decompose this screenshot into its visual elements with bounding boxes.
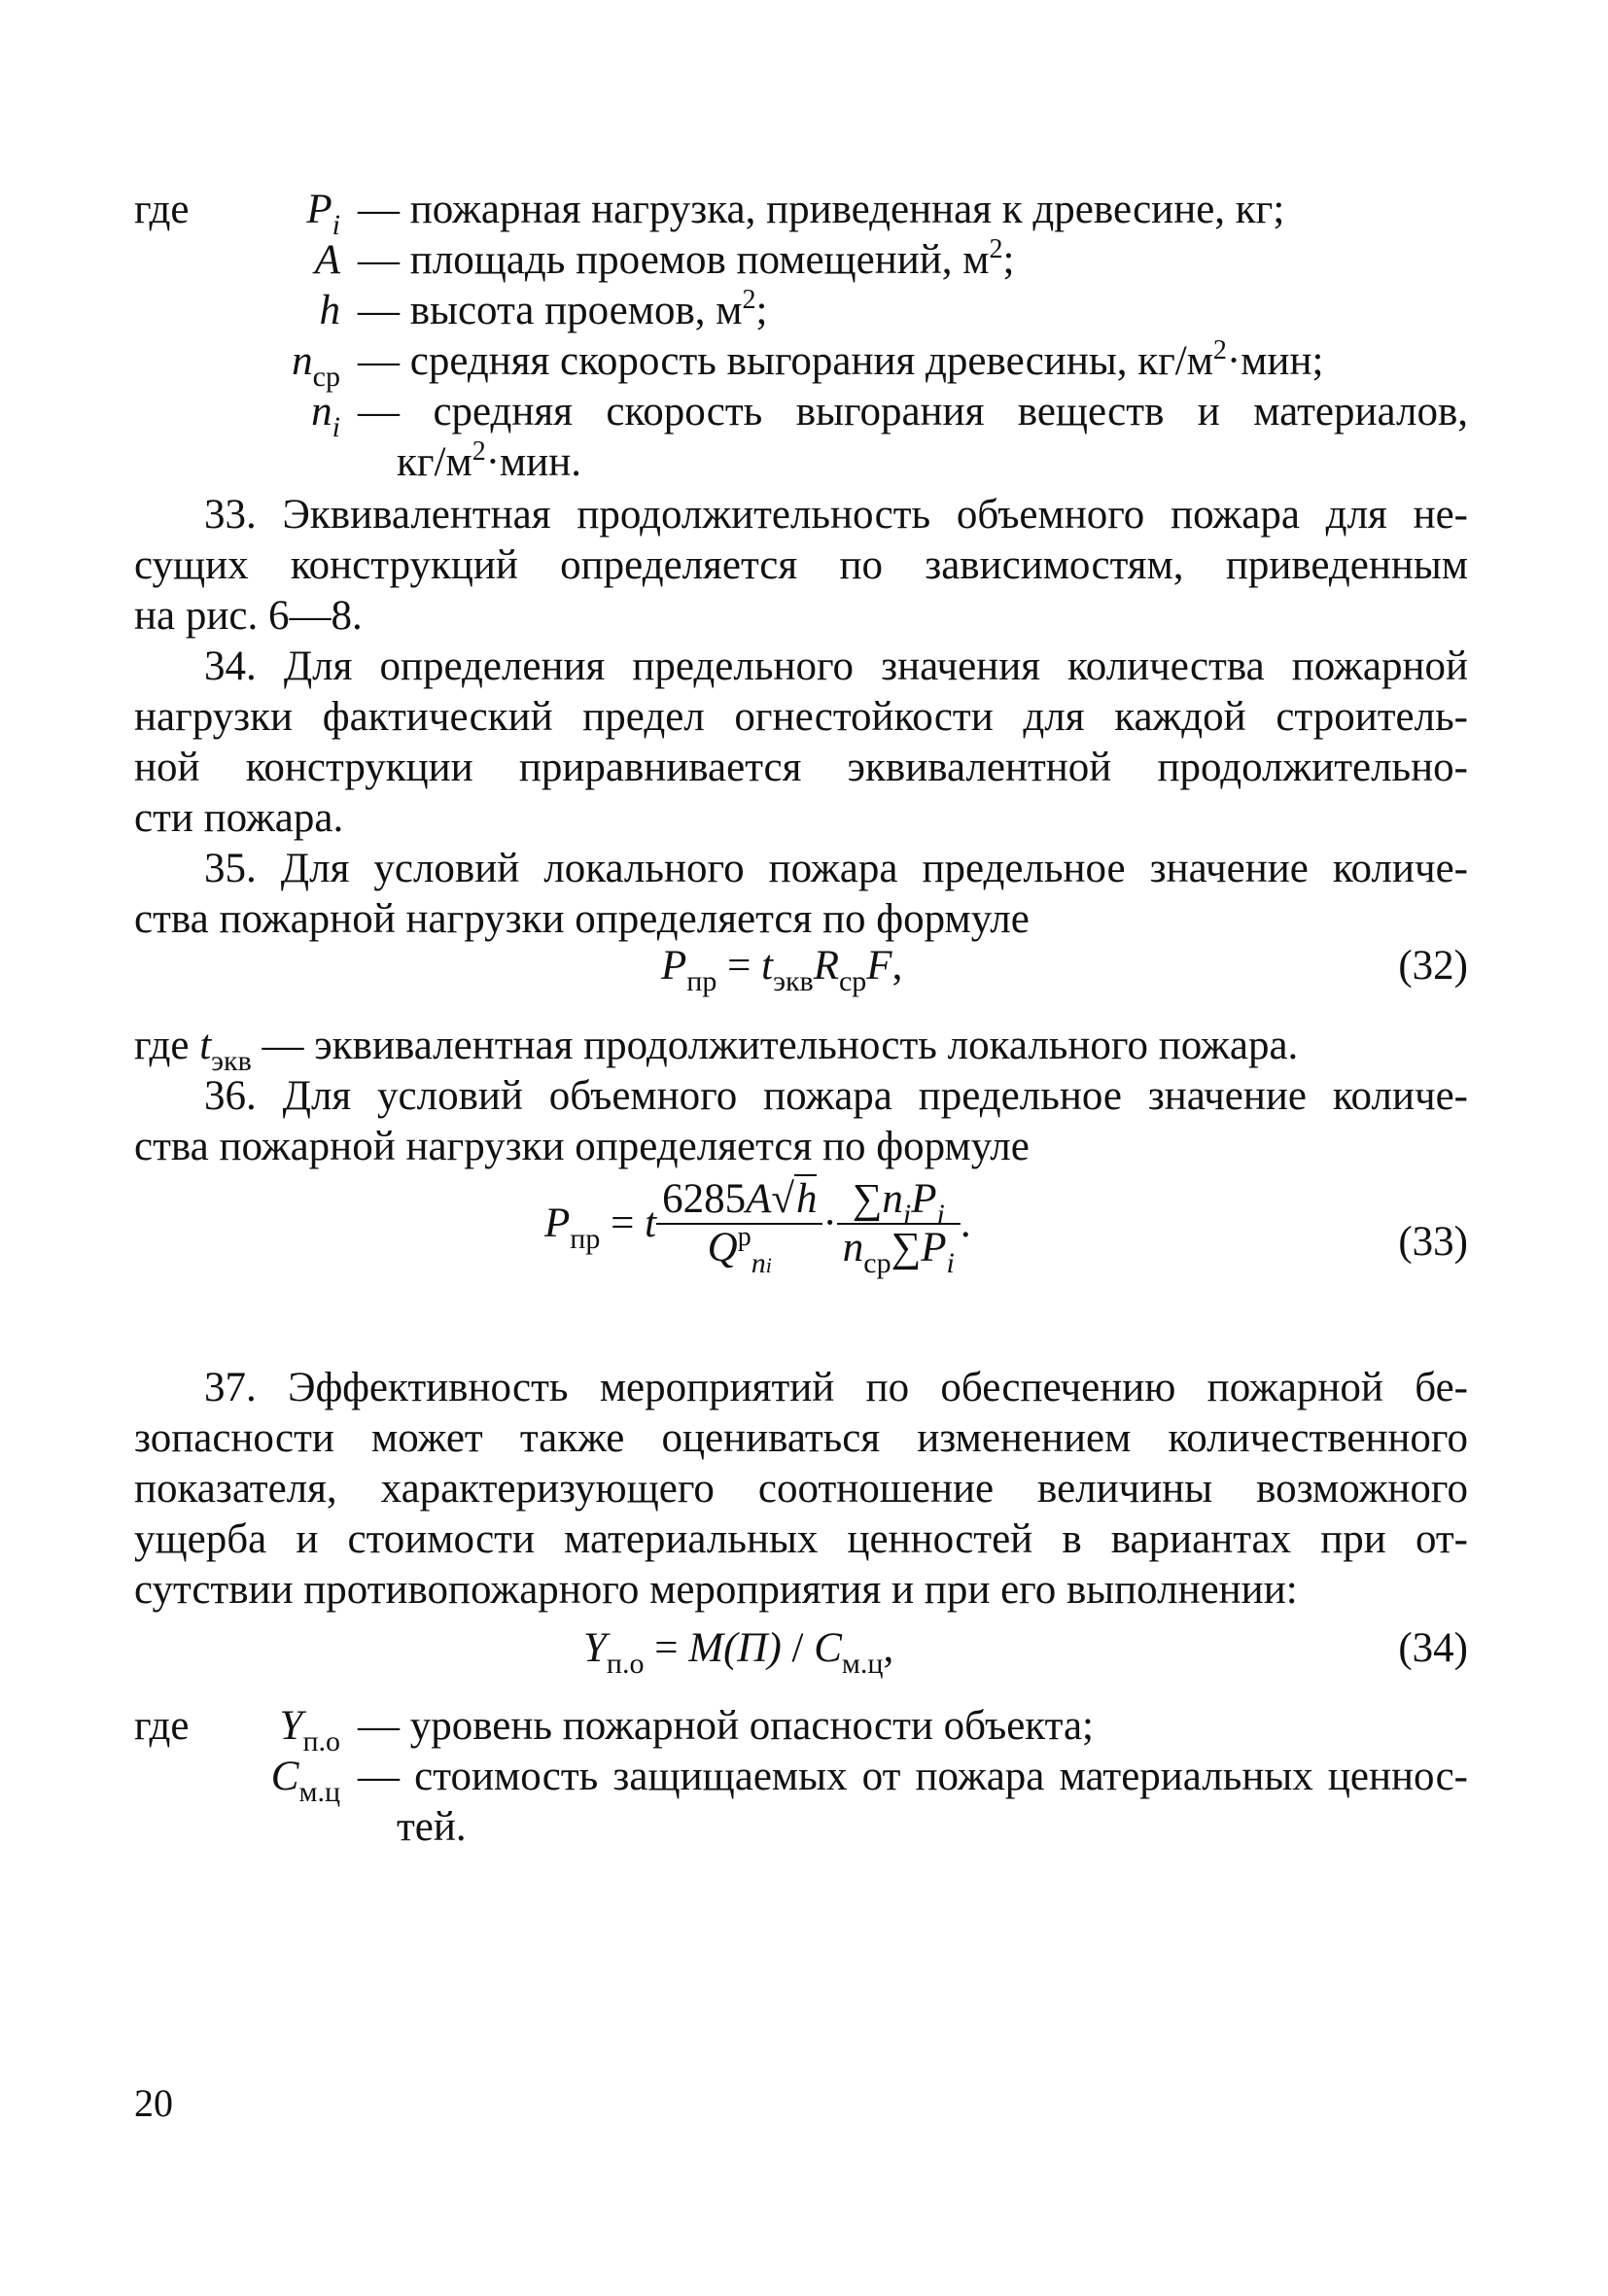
paragraph-36: 36. Для условий объемного пожара предельное значение количе- ства пожарной нагрузки определяется по формуле: [134, 1073, 1468, 1169]
fraction-2: $\frac{\sum n_iP_i}{n_{ср}\sum P_i}$: [837, 1176, 961, 1271]
where-label: где: [134, 187, 190, 232]
definition-n-sr: — средняя скорость выгорания древесины, $кг/м^2\cdot мин$;: [358, 335, 1324, 384]
paragraph-35: 35. Для условий локального пожара предельное значение количе- ства пожарной нагрузки определяется по формуле: [134, 846, 1468, 942]
definition-h: — высота проемов, $м^2$;: [358, 285, 768, 333]
page-number: 20: [134, 2081, 173, 2125]
paragraph-34: 34. Для определения предельного значения количества пожарной нагрузки фактический предел огнестойкости для каждой строитель- ной конструкции приравнивается эквивалентной продолжительно- сти пожара.: [134, 644, 1468, 841]
symbol-c-mc: $C_{м.ц}$: [270, 1754, 340, 1808]
symbol-a: A: [314, 237, 340, 283]
where-t-ekv: где $t_{экв}$ — эквивалентная продолжительность локального пожара.: [134, 1023, 1299, 1077]
equation-32-number: (32): [1398, 943, 1468, 989]
where-label-bottom: где: [134, 1703, 190, 1749]
definition-a: — площадь проемов помещений, $м^2$;: [358, 234, 1015, 283]
definition-c-mc: — стоимость защищаемых от пожара материальных ценнос-: [358, 1754, 1469, 1799]
definition-c-mc-cont: тей.: [397, 1804, 467, 1850]
equation-34-number: (34): [1398, 1625, 1468, 1671]
equation-33-number: (33): [1398, 1219, 1468, 1265]
symbol-n-i: $n_i$: [311, 389, 340, 443]
equation-34: $Y_{п.о} = M(П) / C_{м.ц}$,: [583, 1625, 894, 1680]
paragraph-37: 37. Эффективность мероприятий по обеспечению пожарной бе- зопасности может также оцениваться изменением количественного показателя, характеризующего соотношение величины возможного ущерба и стоимости материальных ценностей в вариантах при от- сутствии противопожарного мероприятия и при его выполнении:: [134, 1365, 1468, 1613]
definition-y-po: — уровень пожарной опасности объекта;: [358, 1703, 1094, 1749]
equation-32: $P_{пр} = t_{экв}R_{ср}F$,: [661, 943, 903, 997]
definition-p-i: — пожарная нагрузка, приведенная к древесине, кг;: [358, 187, 1285, 232]
definition-n-i-cont: $кг/м^2\cdot мин$.: [397, 436, 581, 485]
symbol-n-sr: $n_{ср}$: [292, 338, 340, 393]
symbol-h: h: [319, 288, 340, 333]
definition-n-i: — средняя скорость выгорания веществ и материалов,: [358, 389, 1468, 435]
paragraph-33: 33. Эквивалентная продолжительность объемного пожара для не- сущих конструкций определяется по зависимостям, приведенным на рис. 6—8.: [134, 492, 1468, 639]
symbol-p-i: $P_i$: [306, 187, 340, 241]
equation-33: $P_{пр} = t$ $\frac{6285A√h}{Q^р_{ni}}$ · $\frac{\sum n_iP_i}{n_{ср}\sum P_i}$ .: [544, 1176, 971, 1279]
fraction-1: $\frac{6285A√h}{Q^р_{ni}}$: [656, 1176, 822, 1271]
symbol-y-po: $Y_{п.о}$: [279, 1703, 340, 1757]
